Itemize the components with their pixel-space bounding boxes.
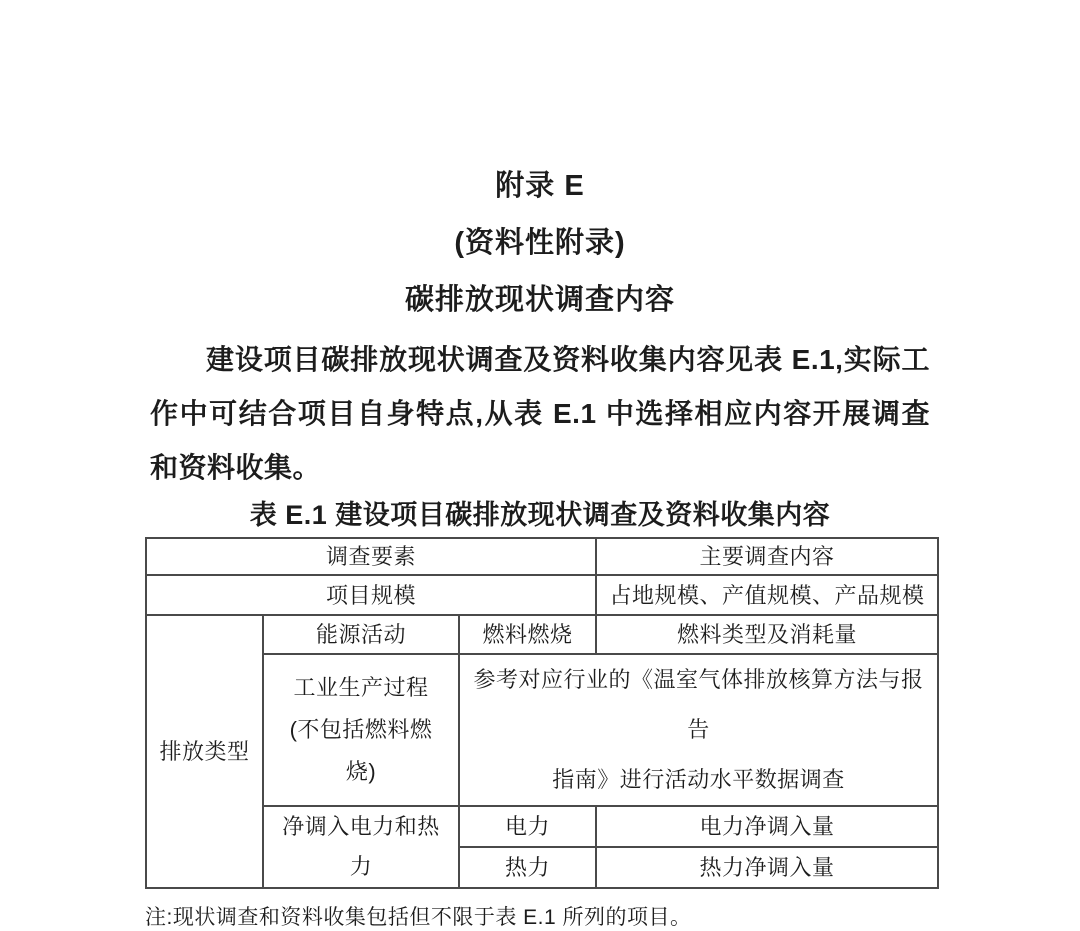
header-cell-main-content: 主要调查内容 xyxy=(596,538,938,575)
survey-content-table xyxy=(145,537,939,889)
appendix-title: 附录 E xyxy=(495,170,585,202)
label-line: 烧) xyxy=(345,759,377,785)
cell-heat: 热力 xyxy=(459,847,596,888)
cell-energy-activity-label: 能源活动 xyxy=(263,615,459,654)
content-line: 指南》进行活动水平数据调查 xyxy=(552,767,845,793)
table-header-row xyxy=(146,538,938,575)
cell-electricity-content: 电力净调入量 xyxy=(596,806,938,847)
appendix-subtitle: (资料性附录) xyxy=(454,227,626,259)
content-line: 参考对应行业的《温室气体排放核算方法与报告 xyxy=(473,667,924,743)
cell-net-import-label xyxy=(263,806,459,888)
cell-heat-content: 热力净调入量 xyxy=(596,847,938,888)
label-line: 净调入电力和热 xyxy=(282,814,440,840)
table-row-electricity xyxy=(146,806,938,847)
cell-emission-type: 排放类型 xyxy=(146,615,263,888)
cell-industrial-process-content xyxy=(459,654,938,806)
cell-fuel-type-content: 燃料类型及消耗量 xyxy=(596,615,938,654)
intro-paragraph: 建设项目碳排放现状调查及资料收集内容见表 E.1,实际工作中可结合项目自身特点,从表 E.1 中选择相应内容开展调查和资料收集。 xyxy=(150,344,930,483)
cell-fuel-combustion: 燃料燃烧 xyxy=(459,615,596,654)
label-line: (不包括燃料燃 xyxy=(289,717,433,743)
table-row-industrial-process xyxy=(146,654,938,806)
title-block xyxy=(0,0,1080,329)
table-row-project-scale xyxy=(146,575,938,615)
table-note: 注:现状调查和资料收集包括但不限于表 E.1 所列的项目。 xyxy=(145,906,692,930)
cell-electricity: 电力 xyxy=(459,806,596,847)
section-title: 碳排放现状调查内容 xyxy=(404,284,675,316)
label-line: 力 xyxy=(349,854,373,880)
table-row-energy-activity xyxy=(146,615,938,654)
header-cell-survey-elements: 调查要素 xyxy=(146,538,596,575)
cell-project-scale-label: 项目规模 xyxy=(146,575,596,615)
cell-industrial-process-label xyxy=(263,654,459,806)
table-caption: 表 E.1 建设项目碳排放现状调查及资料收集内容 xyxy=(249,500,831,530)
cell-project-scale-content: 占地规模、产值规模、产品规模 xyxy=(596,575,938,615)
label-line: 工业生产过程 xyxy=(293,675,429,701)
